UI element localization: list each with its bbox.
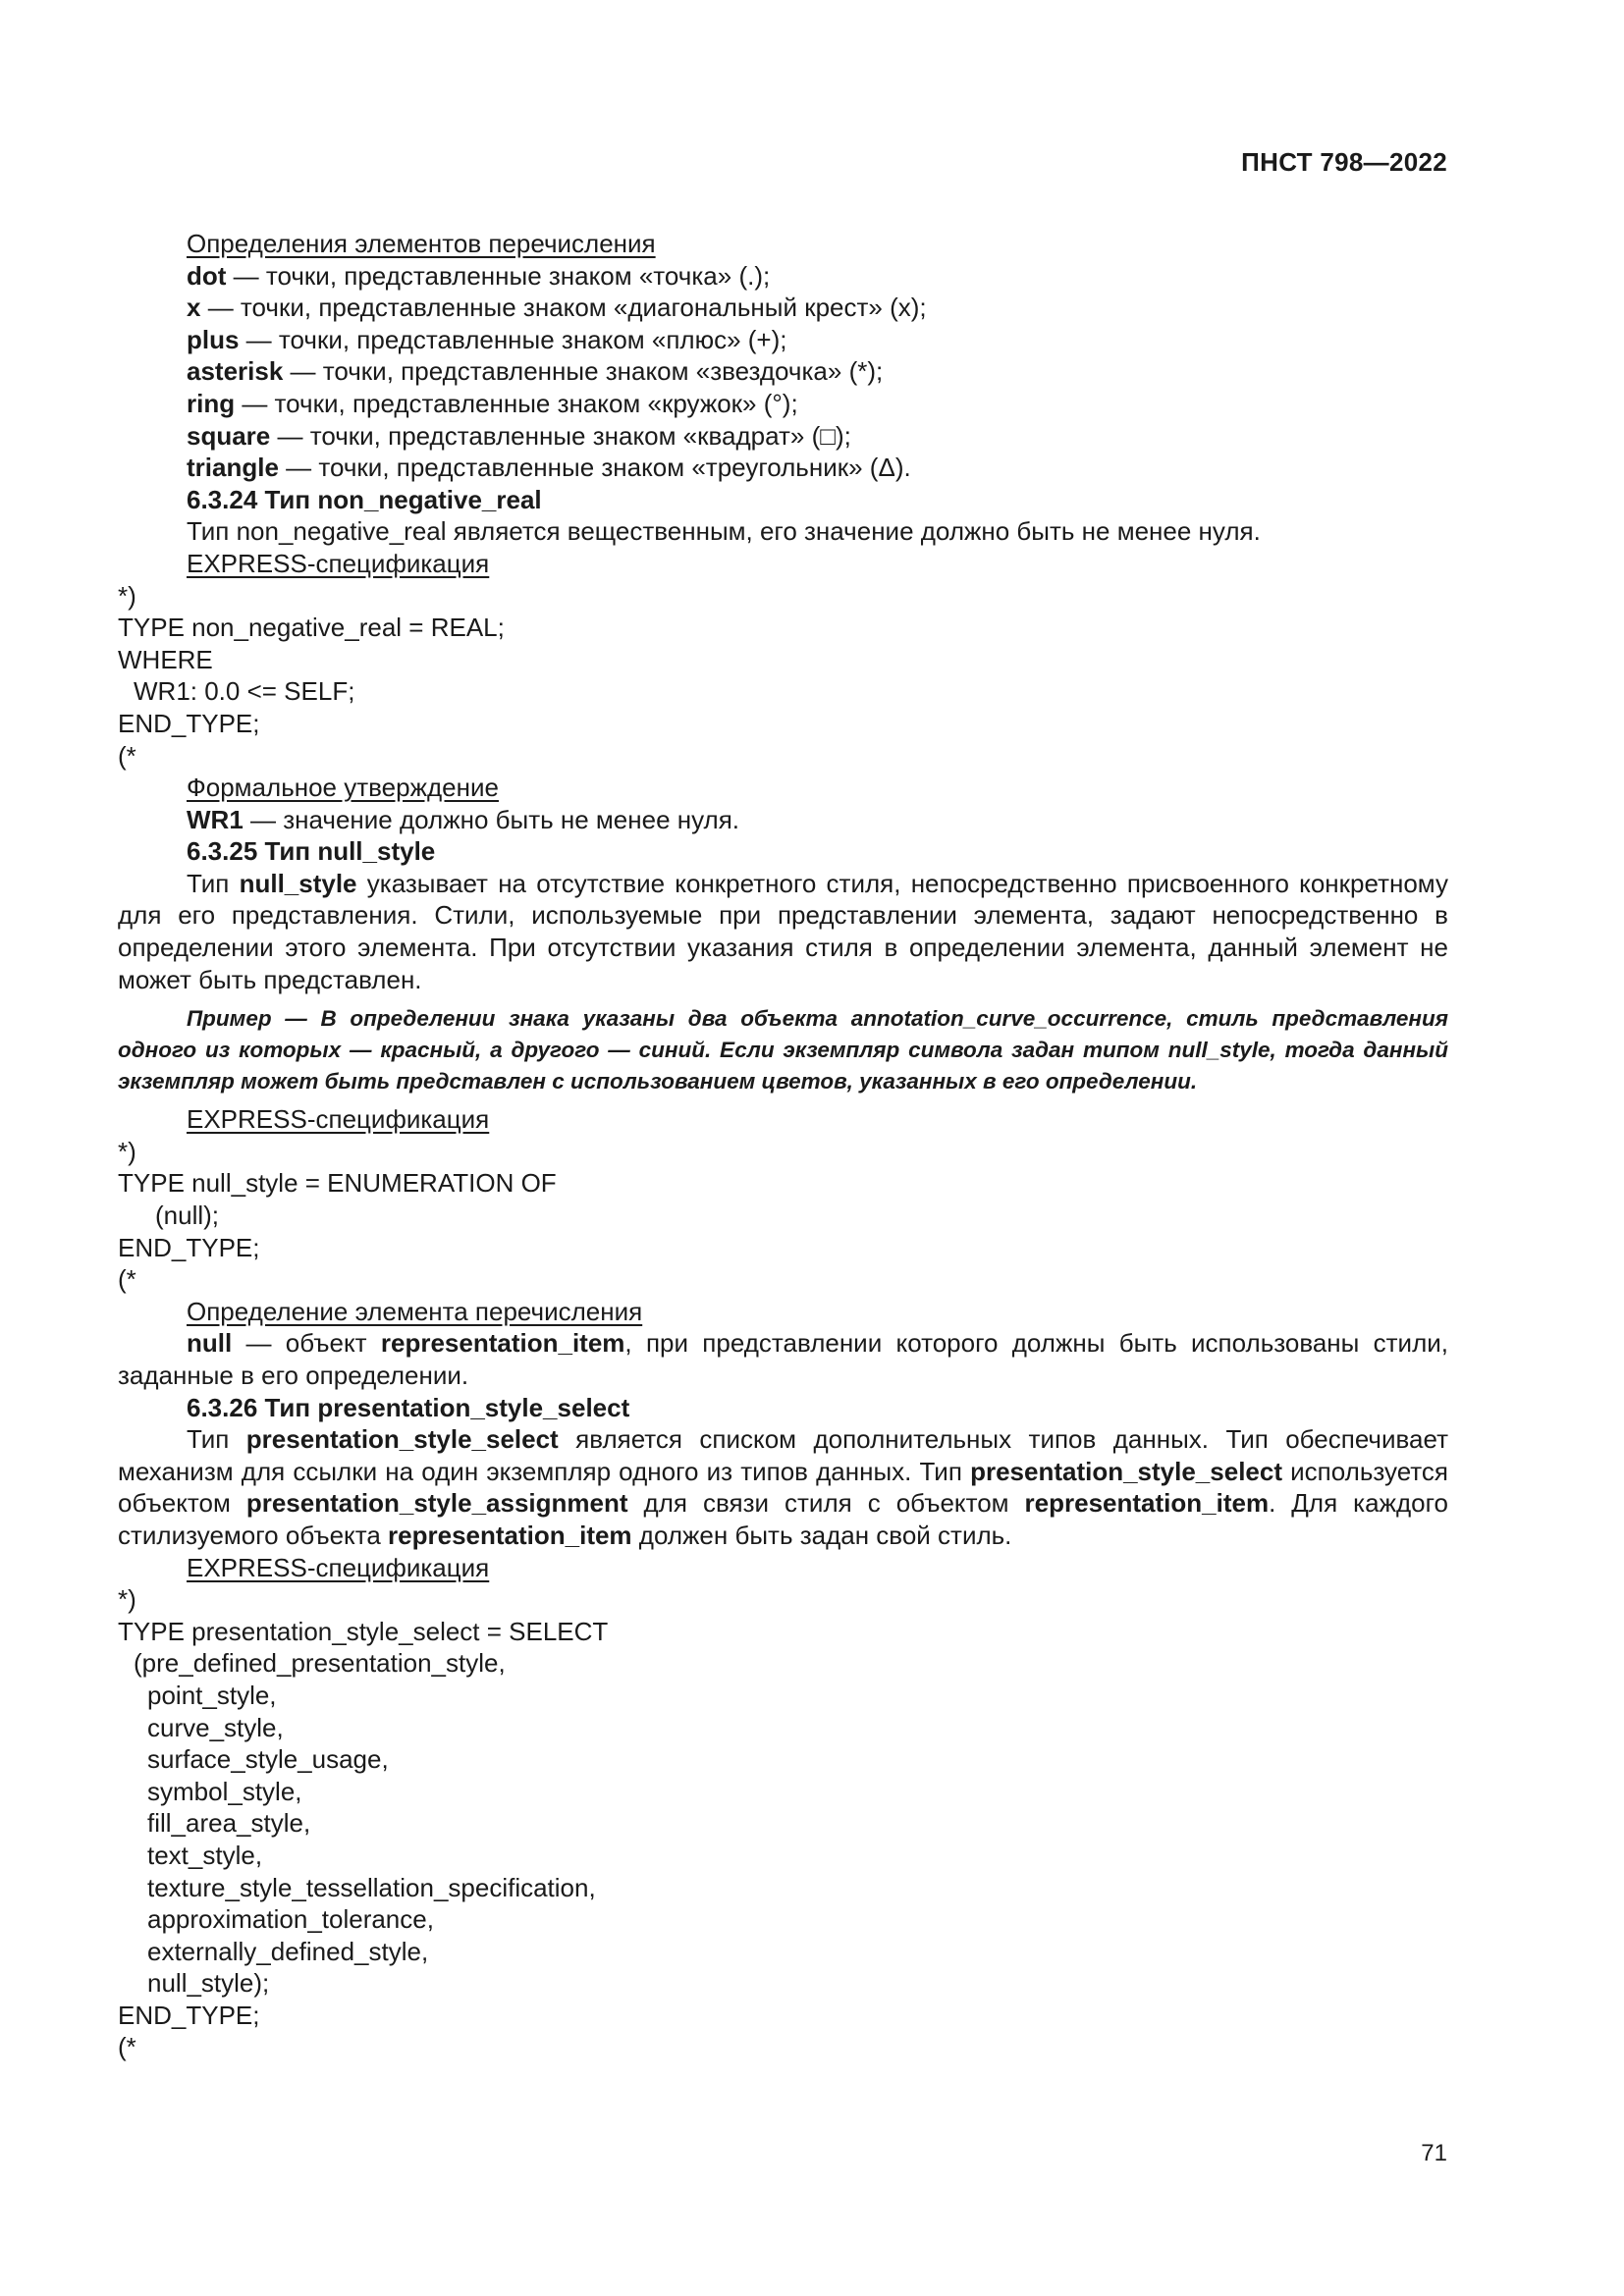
section-6-3-26-paragraph	[118, 1423, 1448, 1551]
text-run: . Для каждого стилизуемого объекта	[118, 1488, 1448, 1550]
document-code: ПНСТ 798—2022	[1241, 147, 1447, 177]
enum-desc: — точки, представленные знаком «плюс» (+);	[239, 324, 787, 354]
page-content	[118, 228, 1448, 2063]
formal-desc: — значение должно быть не менее нуля.	[243, 804, 740, 834]
term-null-style: null_style	[239, 868, 357, 898]
section-6-3-25-title: 6.3.25 Тип null_style	[187, 836, 436, 867]
code-line: (null);	[155, 1201, 220, 1231]
enum-item-square	[118, 420, 1448, 453]
select-items-list	[118, 1680, 1448, 2000]
enum-item-plus	[118, 324, 1448, 356]
term-null: null	[187, 1328, 233, 1359]
enum-desc: — точки, представленные знаком «кружок» (°);	[235, 388, 798, 418]
text-run: для связи стиля с объектом	[627, 1488, 1025, 1519]
text-run: используется объектом	[118, 1456, 1448, 1519]
express-spec-label: EXPRESS-спецификация	[187, 1552, 490, 1582]
express-spec-label: EXPRESS-спецификация	[187, 1104, 490, 1135]
term-representation-item: representation_item	[380, 1328, 625, 1359]
term: presentation_style_select	[245, 1424, 559, 1455]
enum-definition-null	[118, 1327, 1448, 1391]
enum-term: plus	[187, 324, 240, 354]
select-item: null_style);	[147, 1968, 270, 1999]
select-item: texture_style_tessellation_specification,	[147, 1872, 596, 1902]
example-note: Пример — В определении знака указаны два объекта annotation_curve_occurrence, стиль представления одного из которых — красный, а другого — синий. Если экземпляр символа задан типом null_style, тогда данный экземпляр может быть представлен с использованием цветов, указанных в его определении.	[118, 1006, 1448, 1095]
code-line: WR1: 0.0 <= SELF;	[134, 676, 355, 707]
enum-term: square	[187, 420, 271, 451]
term: representation_item	[1024, 1488, 1270, 1519]
select-item: surface_style_usage,	[147, 1744, 389, 1775]
enum-desc: — точки, представленные знаком «треугольник» (Δ).	[278, 453, 911, 483]
enum-item-dot	[118, 260, 1448, 293]
code-line: (*	[118, 1264, 136, 1295]
code-line: END_TYPE;	[118, 1232, 260, 1262]
code-line: (pre_defined_presentation_style,	[134, 1648, 506, 1679]
enum-desc: — точки, представленные знаком «квадрат» (□);	[270, 420, 851, 451]
code-line: WHERE	[118, 644, 213, 674]
code-line: *)	[118, 1136, 136, 1166]
code-line: TYPE non_negative_real = REAL;	[118, 613, 505, 643]
enum-desc: — точки, представленные знаком «точка» (.);	[226, 260, 771, 291]
page-number: 71	[1421, 2140, 1447, 2166]
section-6-3-24-text: Тип non_negative_real является вещественным, его значение должно быть не менее нуля.	[187, 516, 1261, 547]
enum-item-triangle	[118, 452, 1448, 484]
code-line: END_TYPE;	[118, 708, 260, 738]
enum-desc: — точки, представленные знаком «диагональный крест» (х);	[200, 293, 927, 323]
term: representation_item	[388, 1520, 632, 1550]
section-6-3-25-paragraph	[118, 868, 1448, 995]
code-line: TYPE presentation_style_select = SELECT	[118, 1616, 609, 1646]
express-spec-label: EXPRESS-спецификация	[187, 548, 490, 578]
select-item: approximation_tolerance,	[147, 1904, 434, 1935]
enum-definitions-heading: Определения элементов перечисления	[187, 229, 656, 258]
code-line: END_TYPE;	[118, 2000, 260, 2030]
select-item: fill_area_style,	[147, 1808, 311, 1839]
term: presentation_style_assignment	[245, 1488, 628, 1519]
enum-item-x	[118, 292, 1448, 324]
text-run: является списком дополнительных типов данных. Тип обеспечивает механизм для ссылки на один экземпляр одного из типов данных. Тип	[118, 1424, 1448, 1486]
formal-statement-heading: Формальное утверждение	[187, 773, 499, 803]
select-item: externally_defined_style,	[147, 1936, 429, 1966]
enum-term: triangle	[187, 453, 279, 483]
select-item: symbol_style,	[147, 1776, 302, 1806]
text-run: Тип	[187, 868, 240, 898]
text-run: указывает на отсутствие конкретного стиля, непосредственно присвоенного конкретному для его представления. Стили, используемые при представлении элемента, задают непосредственно в определении этого элемента. При отсутствии указания стиля в определении элемента, данный элемент не может быть представлен.	[118, 868, 1448, 994]
select-item: curve_style,	[147, 1712, 284, 1742]
text-run: , при представлении которого должны быть использованы стили, заданные в его определении.	[118, 1328, 1449, 1390]
formal-term: WR1	[187, 804, 244, 834]
select-item: text_style,	[147, 1840, 263, 1870]
enum-item-ring	[118, 388, 1448, 420]
select-item: point_style,	[147, 1680, 277, 1710]
code-line: (*	[118, 2032, 136, 2062]
enum-definitions-list	[118, 260, 1448, 484]
text-run: Тип	[187, 1424, 246, 1455]
enum-definition-heading: Определение элемента перечисления	[187, 1296, 643, 1326]
text-run: — объект	[232, 1328, 381, 1359]
enum-term: asterisk	[187, 356, 284, 387]
enum-term: ring	[187, 388, 236, 418]
section-6-3-24-title: 6.3.24 Тип non_negative_real	[187, 484, 542, 514]
formal-statement	[118, 804, 1448, 836]
code-line: (*	[118, 740, 136, 771]
enum-item-asterisk	[118, 355, 1448, 388]
term: presentation_style_select	[970, 1456, 1282, 1486]
text-run: должен быть задан свой стиль.	[631, 1520, 1012, 1550]
enum-term: dot	[187, 260, 227, 291]
section-6-3-26-title: 6.3.26 Тип presentation_style_select	[187, 1392, 630, 1422]
code-line: *)	[118, 580, 136, 611]
code-line: TYPE null_style = ENUMERATION OF	[118, 1168, 557, 1199]
enum-term: x	[187, 293, 201, 323]
enum-desc: — точки, представленные знаком «звездочка» (*);	[283, 356, 884, 387]
code-line: *)	[118, 1584, 136, 1615]
